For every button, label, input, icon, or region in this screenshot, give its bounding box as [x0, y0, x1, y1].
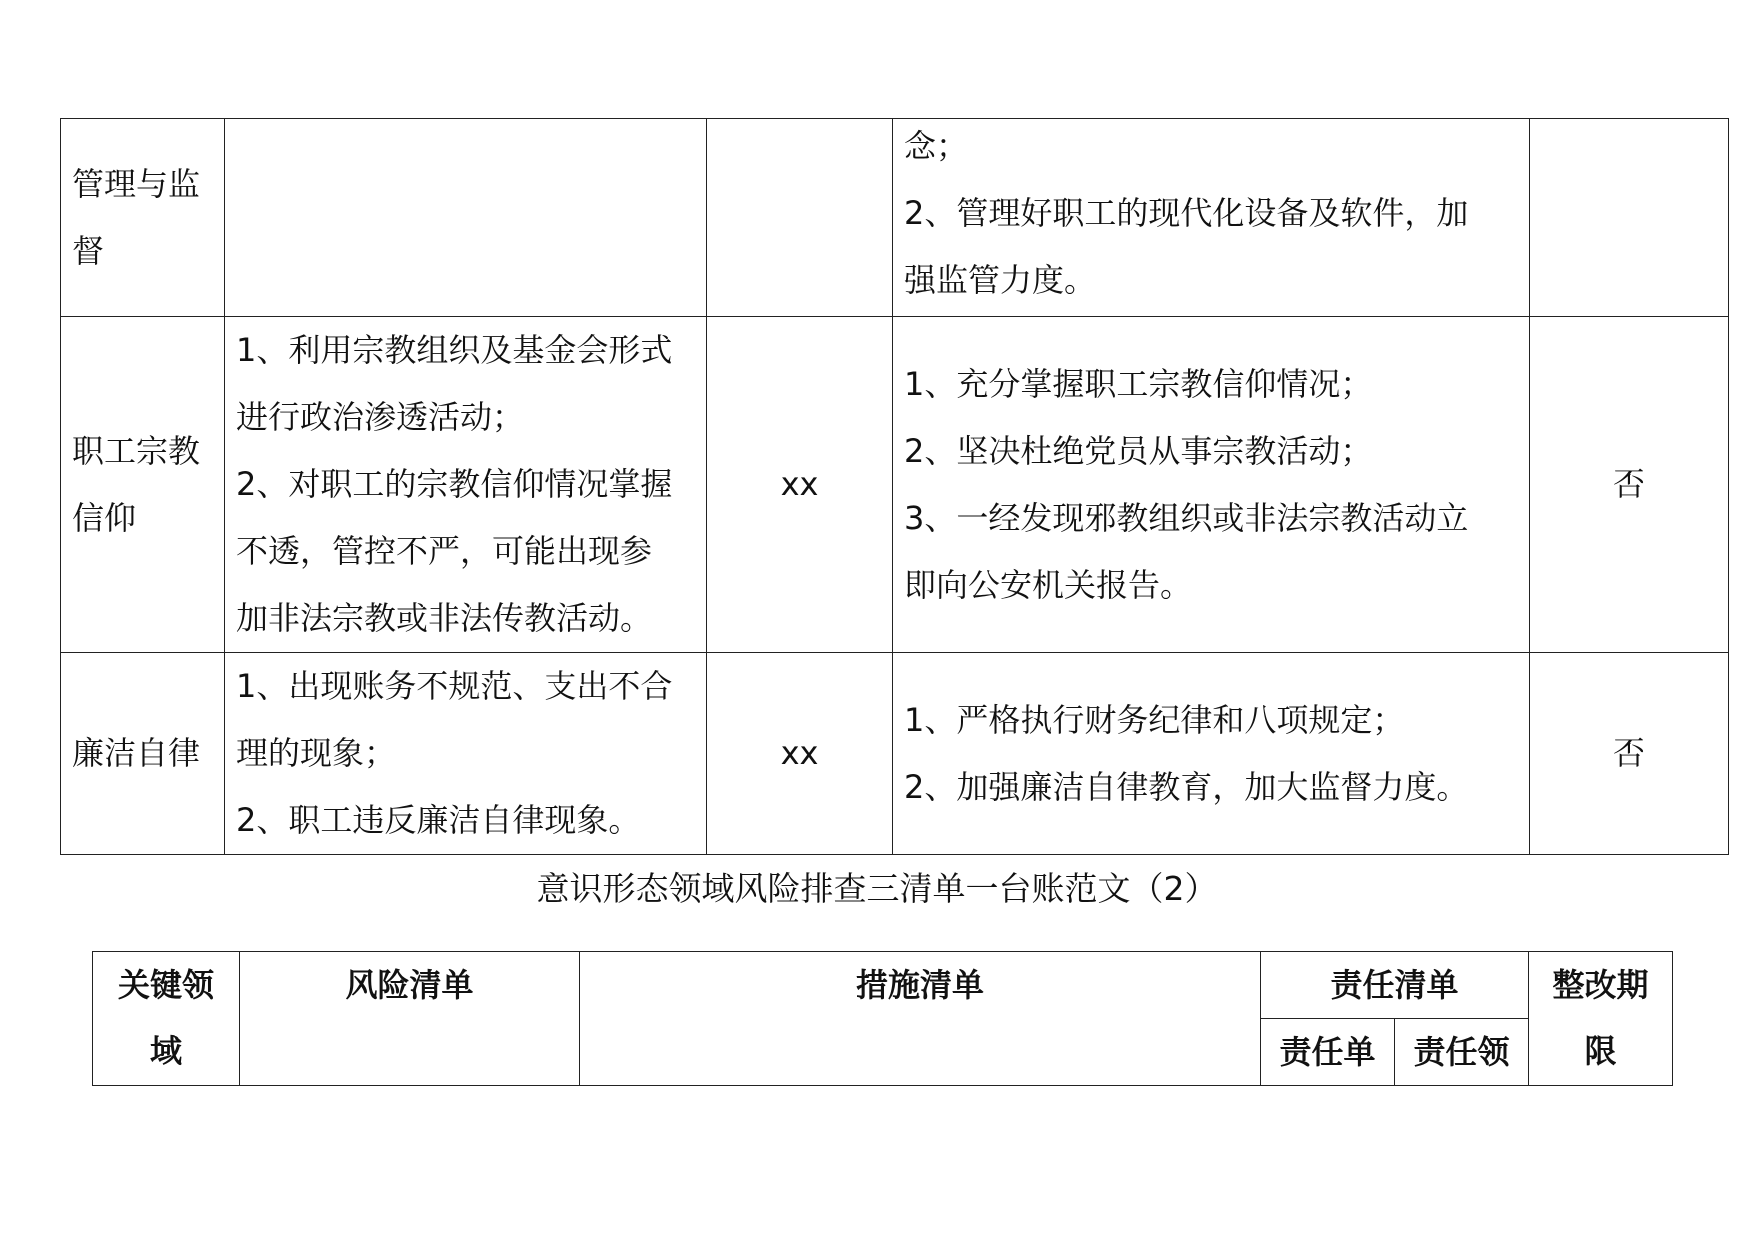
area-text: 管理与监	[72, 164, 201, 203]
risk-table-header	[92, 951, 1673, 1086]
measure-text: 1、严格执行财务纪律和八项规定；	[904, 700, 1405, 739]
done-cell	[1530, 317, 1729, 653]
person-cell	[707, 653, 893, 855]
risk-text: 加非法宗教或非法传教活动。	[236, 599, 653, 637]
header-text: 关键领	[117, 966, 214, 1004]
done-text: 否	[1612, 465, 1645, 503]
header-deadline	[1529, 952, 1673, 1086]
risk-text: 2、对职工的宗教信仰情况掌握	[236, 465, 673, 503]
measures-cell	[893, 653, 1530, 855]
table-row	[61, 119, 1729, 317]
done-text: 否	[1612, 734, 1645, 772]
measure-text: 2、加强廉洁自律教育，加大监督力度。	[904, 767, 1469, 806]
risk-text: 1、出现账务不规范、支出不合	[236, 667, 673, 705]
area-text: 信仰	[72, 498, 137, 537]
header-resp-unit	[1261, 1019, 1395, 1086]
measure-text: 3、一经发现邪教组织或非法宗教活动立	[904, 498, 1469, 537]
table-row	[61, 653, 1729, 855]
area-text: 廉洁自律	[72, 734, 201, 772]
risks-cell	[225, 317, 707, 653]
measure-text: 1、充分掌握职工宗教信仰情况；	[904, 364, 1373, 403]
header-resp-leader	[1395, 1019, 1529, 1086]
header-text: 限	[1584, 1032, 1617, 1070]
measures-cell	[893, 119, 1530, 317]
area-cell	[61, 317, 225, 653]
risk-text: 1、利用宗教组织及基金会形式	[236, 331, 673, 369]
risks-cell	[225, 653, 707, 855]
person-cell	[707, 317, 893, 653]
risk-text: 2、职工违反廉洁自律现象。	[236, 801, 641, 839]
risk-text: 理的现象；	[236, 734, 397, 772]
risk-table-continued	[60, 118, 1729, 855]
header-row	[93, 952, 1673, 1019]
area-cell	[61, 653, 225, 855]
header-text: 责任单	[1279, 1033, 1376, 1071]
header-text: 措施清单	[855, 966, 984, 1004]
done-cell	[1530, 653, 1729, 855]
header-area	[93, 952, 240, 1086]
header-risk	[240, 952, 580, 1086]
person-text: xx	[780, 734, 819, 772]
header-text: 整改期	[1552, 966, 1649, 1004]
header-text: 域	[149, 1032, 182, 1070]
measure-text: 念；	[904, 127, 969, 165]
header-text: 责任领	[1413, 1033, 1510, 1071]
measures-cell	[893, 317, 1530, 653]
section-title: 意识形态领域风险排查三清单一台账范文（2）	[536, 869, 1218, 908]
table-row	[61, 317, 1729, 653]
area-text: 督	[72, 231, 105, 270]
risk-text: 不透，管控不严，可能出现参	[236, 532, 653, 570]
measure-text: 强监管力度。	[904, 261, 1097, 299]
area-cell	[61, 119, 225, 317]
header-responsibility	[1261, 952, 1529, 1019]
measure-text: 2、坚决杜绝党员从事宗教活动；	[904, 431, 1373, 470]
header-measure	[580, 952, 1261, 1086]
measure-text: 2、管理好职工的现代化设备及软件，加	[904, 194, 1469, 232]
header-text: 责任清单	[1330, 966, 1459, 1004]
measure-text: 即向公安机关报告。	[904, 565, 1193, 604]
person-text: xx	[780, 465, 819, 503]
risk-text: 进行政治渗透活动；	[236, 398, 525, 436]
header-text: 风险清单	[345, 966, 474, 1004]
area-text: 职工宗教	[72, 431, 201, 470]
risks-cell	[225, 119, 707, 317]
done-cell	[1530, 119, 1729, 317]
person-cell	[707, 119, 893, 317]
